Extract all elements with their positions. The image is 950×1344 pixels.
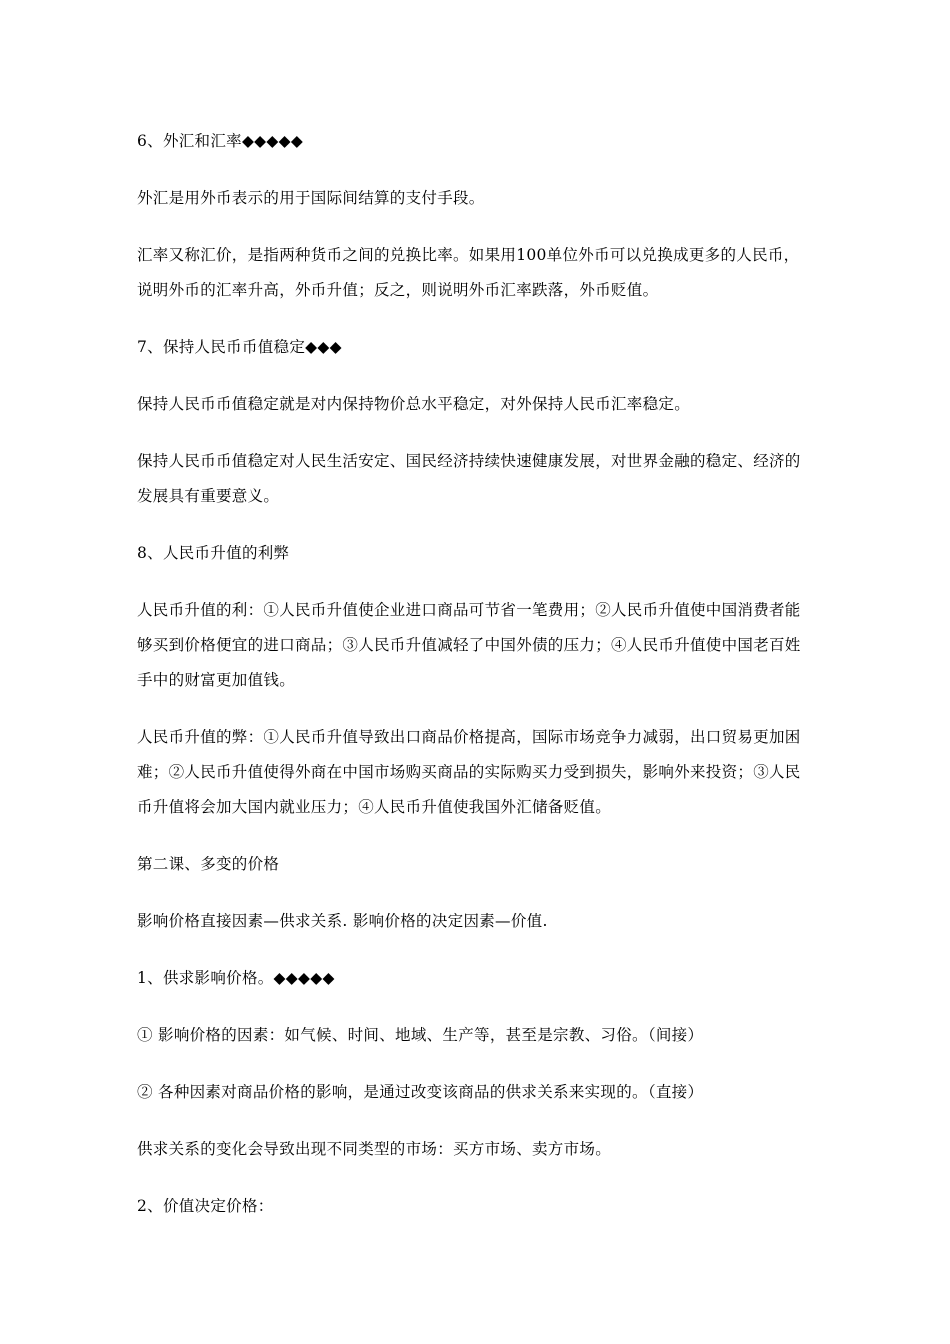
forex-definition: 外汇是用外币表示的用于国际间结算的支付手段。 xyxy=(137,189,485,207)
rmb-stability-significance: 保持人民币币值稳定对人民生活安定、国民经济持续快速健康发展，对世界金融的稳定、经济的发展具有重要意义。 xyxy=(137,452,801,505)
section-heading-supply-demand: 1、供求影响价格。◆◆◆◆◆ xyxy=(137,969,335,987)
exchange-rate-definition: 汇率又称汇价，是指两种货币之间的兑换比率。如果用100单位外币可以兑换成更多的人民币，说明外币的汇率升高，外币升值；反之，则说明外币汇率跌落，外币贬值。 xyxy=(137,246,800,299)
document-body xyxy=(137,124,813,1224)
price-factor-direct: ② 各种因素对商品价格的影响，是通过改变该商品的供求关系来实现的。（直接） xyxy=(137,1083,704,1101)
rmb-stability-definition: 保持人民币币值稳定就是对内保持物价总水平稳定，对外保持人民币汇率稳定。 xyxy=(137,395,691,413)
section-heading-value-determines-price: 2、价值决定价格： xyxy=(137,1197,274,1215)
price-factors-summary: 影响价格直接因素—供求关系. 影响价格的决定因素—价值. xyxy=(137,912,548,930)
lesson-heading-variable-price: 第二课、多变的价格 xyxy=(137,855,280,873)
section-heading-forex: 6、外汇和汇率◆◆◆◆◆ xyxy=(137,132,304,150)
price-factor-indirect: ① 影响价格的因素：如气候、时间、地域、生产等，甚至是宗教、习俗。（间接） xyxy=(137,1026,704,1044)
section-heading-rmb-appreciation: 8、人民币升值的利弊 xyxy=(137,544,290,562)
rmb-appreciation-cons: 人民币升值的弊：①人民币升值导致出口商品价格提高，国际市场竞争力减弱，出口贸易更加困难；②人民币升值使得外商在中国市场购买商品的实际购买力受到损失，影响外来投资；③人民币升值将会加大国内就业压力；④人民币升值使我国外汇储备贬值。 xyxy=(137,728,801,816)
market-types: 供求关系的变化会导致出现不同类型的市场：买方市场、卖方市场。 xyxy=(137,1140,612,1158)
section-heading-rmb-stability: 7、保持人民币币值稳定◆◆◆ xyxy=(137,338,342,356)
rmb-appreciation-pros: 人民币升值的利：①人民币升值使企业进口商品可节省一笔费用；②人民币升值使中国消费者能够买到价格便宜的进口商品；③人民币升值减轻了中国外债的压力；④人民币升值使中国老百姓手中的财富更加值钱。 xyxy=(137,601,801,689)
